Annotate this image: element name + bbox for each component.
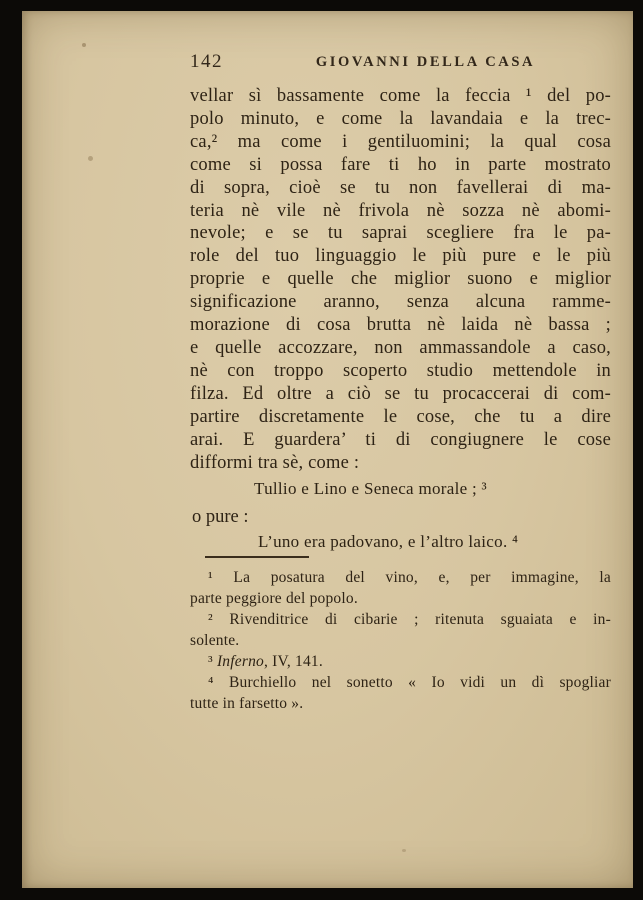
body-line: morazione di cosa brutta nè laida nè bassa ; xyxy=(190,315,611,336)
footnote-3 xyxy=(190,651,611,672)
footnote-3-marker: ³ xyxy=(208,653,217,670)
body-line: ca,² ma come i gentiluomini; la qual cosa xyxy=(190,131,611,152)
verse-quote-2: L’uno era padovano, e l’altro laico. ⁴ xyxy=(258,532,519,551)
body-line: significazione aranno, senza alcuna ramme- xyxy=(190,292,611,313)
alternative-intro: o pure : xyxy=(192,507,249,527)
footnote-4-line-2: tutte in farsetto ». xyxy=(190,695,304,712)
book-page xyxy=(22,11,633,888)
running-title: GIOVANNI DELLA CASA xyxy=(315,54,536,70)
footnote-separator xyxy=(205,556,309,558)
page-number: 142 xyxy=(190,51,223,72)
body-line: nè con troppo scoperto studio mettendole in xyxy=(190,360,611,381)
footnote-3-citation: , IV, 141. xyxy=(263,653,323,670)
body-line: teria nè vile nè frivola nè sozza nè abomi- xyxy=(190,200,611,221)
footnote-2-line-2: solente. xyxy=(190,632,240,649)
body-line: come si possa fare ti ho in parte mostrato xyxy=(190,154,611,175)
body-line: arai. E guardera’ ti di congiugnere le cose xyxy=(190,429,611,450)
body-line: polo minuto, e come la lavandaia e la trec- xyxy=(190,108,611,129)
body-line: di sopra, cioè se tu non favellerai di ma- xyxy=(190,177,611,198)
footnote-3-work-title: Inferno xyxy=(216,653,264,670)
body-line: partire discretamente le cose, che tu a dire xyxy=(190,406,611,427)
paper-speck xyxy=(82,43,86,47)
paper-speck xyxy=(402,849,406,852)
footnote-1-line-1: ¹ La posatura del vino, e, per immagine, la xyxy=(208,569,611,586)
body-line: nevole; e se tu saprai scegliere fra le pa- xyxy=(190,223,611,244)
verse-quote-1: Tullio e Lino e Seneca morale ; ³ xyxy=(254,479,487,498)
body-line: vellar sì bassamente come la feccia ¹ del po- xyxy=(190,86,611,106)
body-line: role del tuo linguaggio le più pure e le più xyxy=(190,246,611,267)
body-line: e quelle accozzare, non ammassandole a caso, xyxy=(190,337,611,358)
footnote-4-line-1: ⁴ Burchiello nel sonetto « Io vidi un dì spogliar xyxy=(208,674,611,691)
footnotes xyxy=(190,567,611,714)
page-header xyxy=(190,51,611,75)
body-line: proprie e quelle che miglior suono e miglior xyxy=(190,269,611,290)
body-text xyxy=(190,85,611,474)
body-line: difformi tra sè, come : xyxy=(190,452,360,473)
paper-speck xyxy=(88,156,93,161)
footnote-2-line-1: ² Rivenditrice di cibarie ; ritenuta sguaiata e in- xyxy=(208,611,611,628)
footnote-1-line-2: parte peggiore del popolo. xyxy=(190,590,358,607)
body-line: filza. Ed oltre a ciò se tu procaccerai di com- xyxy=(190,383,611,404)
